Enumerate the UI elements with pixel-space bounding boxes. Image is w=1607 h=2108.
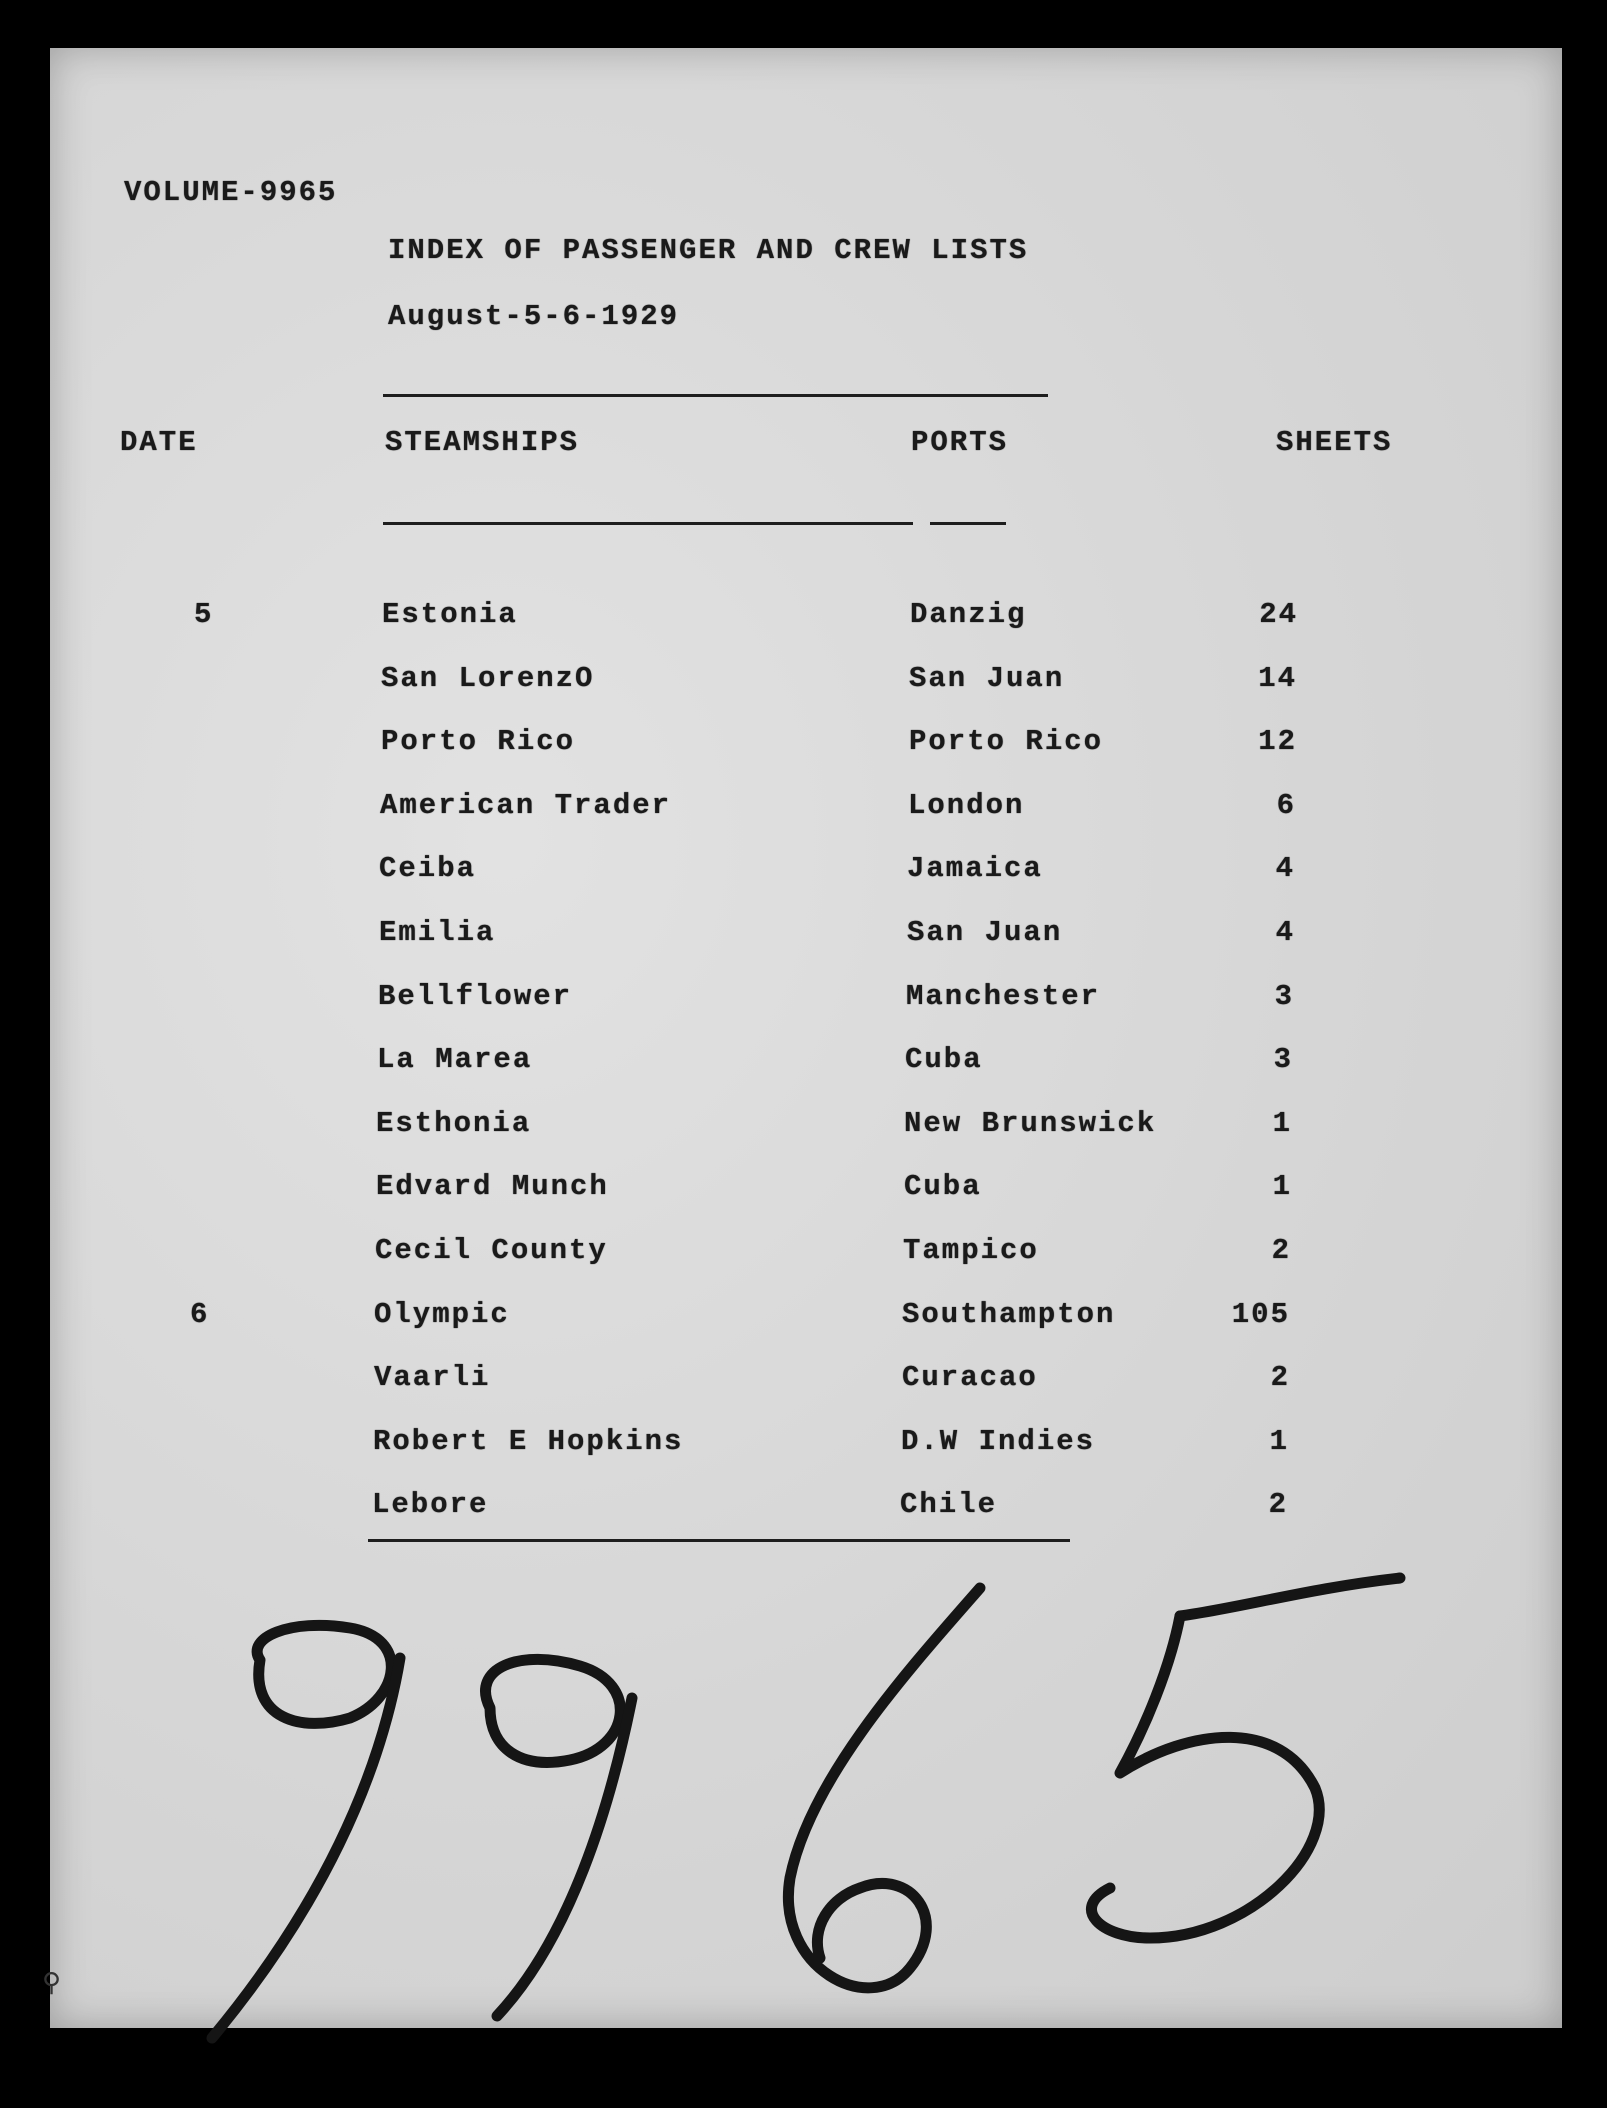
row-steamship: Lebore [372,1488,489,1521]
row-steamship: American Trader [380,789,672,822]
header-ports: PORTS [911,426,1009,459]
row-steamship: Cecil County [375,1234,608,1267]
row-steamship: Robert E Hopkins [373,1425,684,1458]
row-sheets: 4 [1275,852,1295,885]
row-date: 6 [190,1298,210,1331]
row-steamship: Vaarli [374,1361,491,1394]
row-port: Chile [900,1488,998,1521]
volume-label: VOLUME-9965 [124,176,338,209]
row-sheets: 105 [1231,1298,1290,1331]
row-sheets: 4 [1275,916,1295,949]
scan-artifact-mark: ⚲ [42,1969,62,1999]
row-port: Cuba [905,1043,983,1076]
row-port: San Juan [909,662,1065,695]
table-bottom-rule [368,1539,1070,1542]
row-port: Curacao [902,1361,1038,1394]
row-sheets: 3 [1274,980,1294,1013]
row-steamship: San LorenzO [381,662,595,695]
row-sheets: 2 [1270,1361,1290,1394]
row-port: Southampton [902,1298,1116,1331]
date-range: August-5-6-1929 [388,300,680,333]
row-date: 5 [194,598,214,631]
ports-underline [930,522,1006,525]
row-port: Cuba [904,1170,982,1203]
row-port: Danzig [910,598,1027,631]
header-sheets: SHEETS [1276,426,1393,459]
row-steamship: La Marea [377,1043,533,1076]
row-sheets: 3 [1273,1043,1293,1076]
row-port: Porto Rico [909,725,1104,758]
row-sheets: 2 [1271,1234,1291,1267]
row-sheets: 6 [1276,789,1296,822]
row-port: Manchester [906,980,1101,1013]
row-port: New Brunswick [904,1107,1157,1140]
row-sheets: 12 [1258,725,1297,758]
row-steamship: Edvard Munch [376,1170,609,1203]
row-port: Jamaica [907,852,1043,885]
row-steamship: Esthonia [376,1107,532,1140]
row-sheets: 24 [1259,598,1298,631]
row-sheets: 1 [1272,1107,1292,1140]
row-port: San Juan [907,916,1063,949]
row-steamship: Olympic [374,1298,510,1331]
document-sheet [42,48,1562,2028]
row-port: London [908,789,1025,822]
row-sheets: 1 [1269,1425,1289,1458]
row-steamship: Porto Rico [381,725,576,758]
row-sheets: 1 [1272,1170,1292,1203]
row-steamship: Bellflower [378,980,573,1013]
handwritten-volume-number [50,1548,1562,2108]
row-port: Tampico [903,1234,1039,1267]
header-steamships: STEAMSHIPS [385,426,580,459]
steamships-underline [383,522,913,525]
row-sheets: 2 [1268,1488,1288,1521]
row-port: D.W Indies [901,1425,1096,1458]
row-steamship: Estonia [382,598,518,631]
document-title: INDEX OF PASSENGER AND CREW LISTS [388,234,1029,267]
row-sheets: 14 [1258,662,1297,695]
row-steamship: Ceiba [379,852,477,885]
title-underline [383,394,1048,397]
header-date: DATE [120,426,198,459]
row-steamship: Emilia [379,916,496,949]
